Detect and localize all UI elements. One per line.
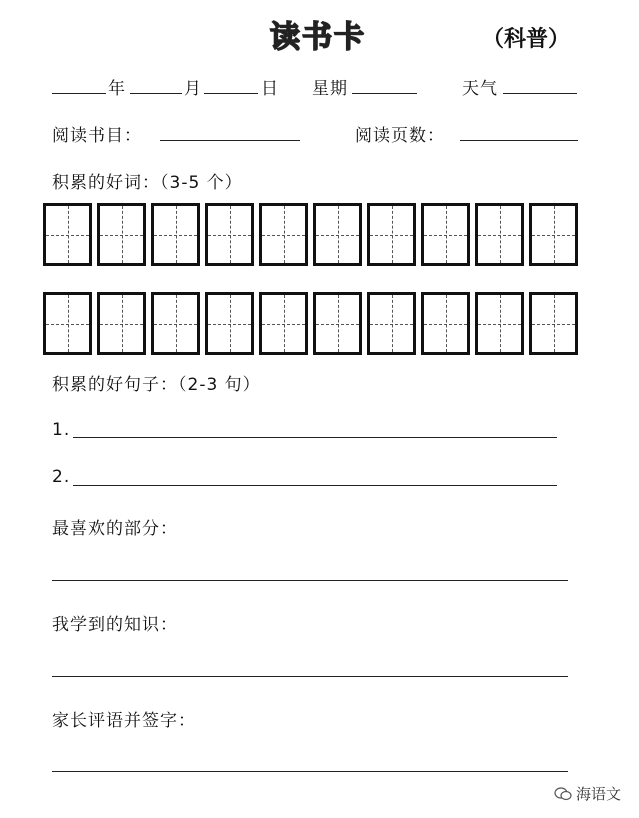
favorite-part-blank[interactable]: [52, 580, 568, 581]
word-grid-cell[interactable]: [205, 292, 254, 355]
weekday-label: 星期: [312, 79, 348, 99]
wechat-icon: [554, 787, 572, 801]
word-grid-cell[interactable]: [475, 203, 524, 266]
weather-label: 天气: [462, 79, 498, 99]
card-subtitle: （科普）: [482, 26, 571, 52]
word-grid-row-1: [43, 203, 578, 266]
word-grid-cell[interactable]: [43, 292, 92, 355]
word-grid-cell[interactable]: [151, 292, 200, 355]
word-grid-cell[interactable]: [259, 203, 308, 266]
card-title: 读书卡: [270, 20, 366, 55]
learned-knowledge-label: 我学到的知识：: [52, 615, 178, 635]
pages-blank[interactable]: [460, 140, 578, 141]
word-grid-cell[interactable]: [529, 203, 578, 266]
year-label: 年: [108, 79, 126, 99]
parent-comment-blank[interactable]: [52, 771, 568, 772]
weekday-blank[interactable]: [352, 93, 417, 94]
good-sentences-label: 积累的好句子：（2-3 句）: [52, 375, 261, 395]
parent-comment-label: 家长评语并签字：: [52, 711, 196, 731]
day-label: 日: [261, 79, 279, 99]
book-title-blank[interactable]: [160, 140, 300, 141]
good-words-label: 积累的好词：（3-5 个）: [52, 173, 243, 193]
sentence-1-number: 1.: [52, 420, 71, 440]
word-grid-cell[interactable]: [97, 292, 146, 355]
day-blank[interactable]: [204, 93, 258, 94]
month-label: 月: [184, 79, 202, 99]
word-grid-cell[interactable]: [367, 292, 416, 355]
word-grid-cell[interactable]: [97, 203, 146, 266]
word-grid-cell[interactable]: [313, 292, 362, 355]
watermark-text: 海语文: [575, 785, 621, 803]
word-grid-cell[interactable]: [529, 292, 578, 355]
word-grid-cell[interactable]: [421, 292, 470, 355]
watermark: [554, 783, 621, 804]
word-grid-cell[interactable]: [151, 203, 200, 266]
word-grid-cell[interactable]: [367, 203, 416, 266]
pages-label: 阅读页数：: [355, 126, 445, 146]
weather-blank[interactable]: [503, 93, 577, 94]
book-title-label: 阅读书目：: [52, 126, 142, 146]
sentence-1-blank[interactable]: [73, 437, 557, 438]
word-grid-cell[interactable]: [205, 203, 254, 266]
word-grid-cell[interactable]: [421, 203, 470, 266]
word-grid-cell[interactable]: [475, 292, 524, 355]
word-grid-row-2: [43, 292, 578, 355]
word-grid-cell[interactable]: [313, 203, 362, 266]
year-blank[interactable]: [52, 93, 106, 94]
favorite-part-label: 最喜欢的部分：: [52, 519, 178, 539]
learned-knowledge-blank[interactable]: [52, 676, 568, 677]
sentence-2-number: 2.: [52, 467, 71, 487]
month-blank[interactable]: [130, 93, 182, 94]
word-grid-cell[interactable]: [43, 203, 92, 266]
word-grid-cell[interactable]: [259, 292, 308, 355]
sentence-2-blank[interactable]: [73, 485, 557, 486]
